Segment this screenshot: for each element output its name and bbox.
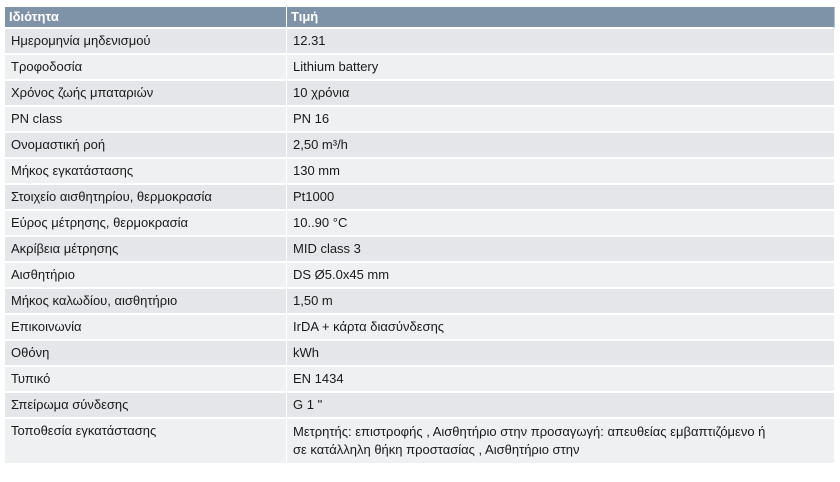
table-row — [5, 367, 835, 393]
property-cell: Οθόνη — [5, 341, 287, 367]
column-header-property: Ιδιότητα — [5, 7, 287, 29]
table-body — [5, 29, 835, 465]
specifications-table — [5, 7, 835, 465]
value-cell: PN 16 — [287, 107, 835, 133]
table-row — [5, 341, 835, 367]
property-cell: Ακρίβεια μέτρησης — [5, 237, 287, 263]
property-cell: Μήκος καλωδίου, αισθητήριο — [5, 289, 287, 315]
value-cell: Pt1000 — [287, 185, 835, 211]
property-cell: Σπείρωμα σύνδεσης — [5, 393, 287, 419]
table-row — [5, 107, 835, 133]
value-cell: G 1 " — [287, 393, 835, 419]
value-cell: 10 χρόνια — [287, 81, 835, 107]
property-cell: Μήκος εγκατάστασης — [5, 159, 287, 185]
property-cell: Τροφοδοσία — [5, 55, 287, 81]
value-cell: 2,50 m³/h — [287, 133, 835, 159]
table-row — [5, 211, 835, 237]
table-row — [5, 393, 835, 419]
value-cell: 12.31 — [287, 29, 835, 55]
table-row — [5, 289, 835, 315]
value-cell: DS Ø5.0x45 mm — [287, 263, 835, 289]
value-cell: IrDA + κάρτα διασύνδεσης — [287, 315, 835, 341]
property-cell: Εύρος μέτρησης, θερμοκρασία — [5, 211, 287, 237]
value-cell: kWh — [287, 341, 835, 367]
table-row — [5, 263, 835, 289]
property-cell: Επικοινωνία — [5, 315, 287, 341]
property-cell: Στοιχείο αισθητηρίου, θερμοκρασία — [5, 185, 287, 211]
column-header-value: Τιμή — [287, 7, 835, 29]
value-cell: EN 1434 — [287, 367, 835, 393]
table-row — [5, 55, 835, 81]
property-cell: Τυπικό — [5, 367, 287, 393]
property-cell: Ονομαστική ροή — [5, 133, 287, 159]
value-cell: 130 mm — [287, 159, 835, 185]
table-header-row — [5, 7, 835, 29]
table-row — [5, 419, 835, 465]
value-cell: Lithium battery — [287, 55, 835, 81]
value-cell: 10..90 °C — [287, 211, 835, 237]
property-cell: Τοποθεσία εγκατάστασης — [5, 419, 287, 465]
table-row — [5, 185, 835, 211]
value-cell: 1,50 m — [287, 289, 835, 315]
table-row — [5, 29, 835, 55]
table-row — [5, 237, 835, 263]
table-row — [5, 133, 835, 159]
property-cell: Χρόνος ζωής μπαταριών — [5, 81, 287, 107]
property-cell: Ημερομηνία μηδενισμού — [5, 29, 287, 55]
table-row — [5, 315, 835, 341]
value-cell: MID class 3 — [287, 237, 835, 263]
table-row — [5, 159, 835, 185]
property-cell: PN class — [5, 107, 287, 133]
table-row — [5, 81, 835, 107]
value-cell: Μετρητής: επιστροφής , Αισθητήριο στην προσαγωγή: απευθείας εμβαπτιζόμενο ή σε κατάλληλη θήκη προστασίας , Αισθητήριο στην — [287, 419, 835, 465]
property-cell: Αισθητήριο — [5, 263, 287, 289]
